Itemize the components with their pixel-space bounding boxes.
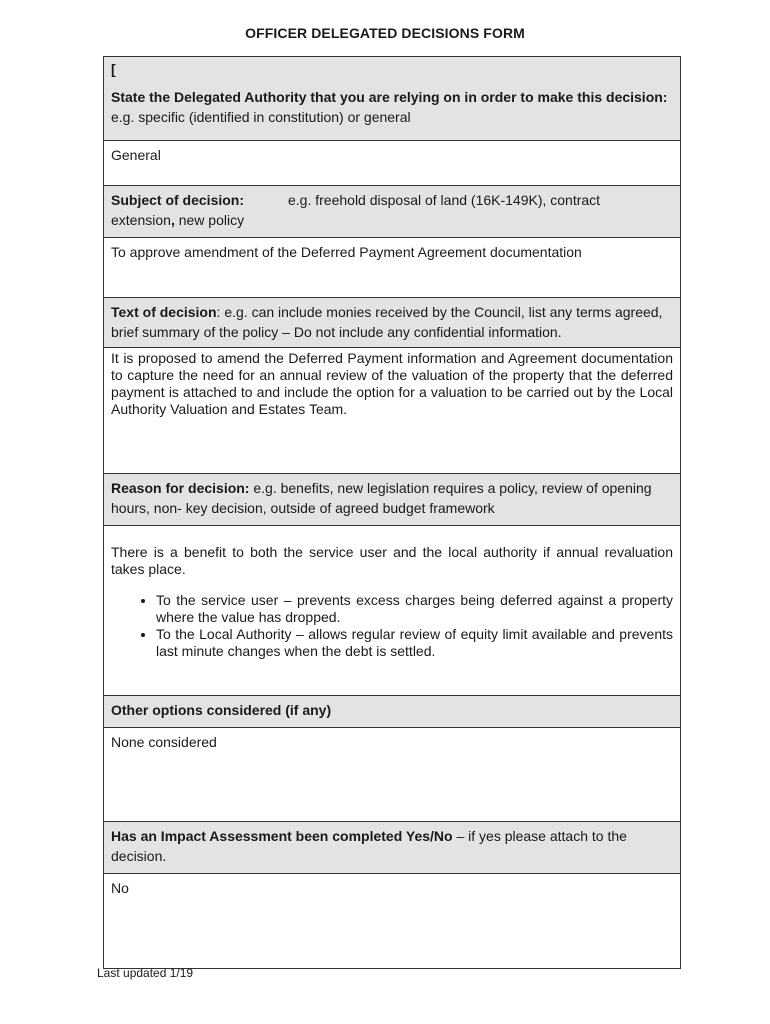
impact-field[interactable]: [104, 874, 680, 968]
text-of-decision-hint: : e.g. can include monies received by the Council, list any terms agreed, brief summary of the policy – Do not include any confidential information.: [111, 304, 663, 340]
authority-label: State the Delegated Authority that you are relying on in order to make this decision:: [111, 89, 668, 105]
decision-form: [103, 56, 681, 969]
reason-bullet-2: • To the Local Authority – allows regular review of equity limit available and prevents last minute changes when the debt is settled.: [156, 626, 673, 660]
authority-hint: e.g. specific (identified in constitution) or general: [111, 109, 411, 125]
authority-value: General: [111, 147, 161, 163]
other-options-value: None considered: [111, 734, 217, 750]
bracket-mark: [: [111, 61, 116, 77]
subject-label: Subject of decision:: [111, 192, 245, 208]
subject-header: [104, 186, 680, 238]
impact-header: [104, 822, 680, 874]
impact-hint: – if yes please attach to the decision.: [111, 828, 627, 864]
subject-hint-comma: ,: [170, 212, 175, 228]
subject-field[interactable]: [104, 238, 680, 298]
text-of-decision-label: Text of decision: [111, 304, 217, 320]
form-title: OFFICER DELEGATED DECISIONS FORM: [245, 25, 525, 41]
other-options-header: [104, 696, 680, 728]
reason-value: There is a benefit to both the service user and the local authority if annual revaluation takes place.: [111, 544, 673, 577]
other-options-field[interactable]: [104, 728, 680, 822]
subject-value: To approve amendment of the Deferred Payment Agreement documentation: [111, 244, 582, 260]
text-of-decision-field[interactable]: [104, 348, 680, 474]
subject-hint-3: new policy: [174, 212, 245, 228]
authority-field[interactable]: [104, 141, 680, 186]
text-of-decision-value: It is proposed to amend the Deferred Payment information and Agreement documentation to capture the need for an annual review of the valuation of the property that the deferred payment is attached to and include the option for a valuation to be carried out by the Local Authority Valuation and Estates Team.: [111, 350, 673, 417]
other-options-label: Other options considered (if any): [111, 702, 332, 718]
subject-hint: e.g. freehold disposal of land (16K-149K), contract: [288, 192, 601, 208]
authority-header: [104, 57, 680, 141]
text-of-decision-header: [104, 298, 680, 348]
reason-hint: e.g. benefits, new legislation requires a policy, review of opening hours, non- key decision, outside of agreed budget framework: [111, 480, 652, 516]
reason-header: [104, 474, 680, 526]
reason-label: Reason for decision:: [111, 480, 250, 496]
impact-value: No: [111, 880, 129, 896]
subject-hint-2: extension: [111, 212, 171, 228]
reason-field[interactable]: [104, 526, 680, 696]
last-updated-footer: Last updated 1/19: [97, 966, 194, 980]
reason-bullet-list: [111, 592, 673, 660]
reason-bullet-1: • To the service user – prevents excess charges being deferred against a property where the value has dropped.: [156, 592, 673, 626]
impact-label: Has an Impact Assessment been completed Yes/No: [111, 828, 453, 844]
